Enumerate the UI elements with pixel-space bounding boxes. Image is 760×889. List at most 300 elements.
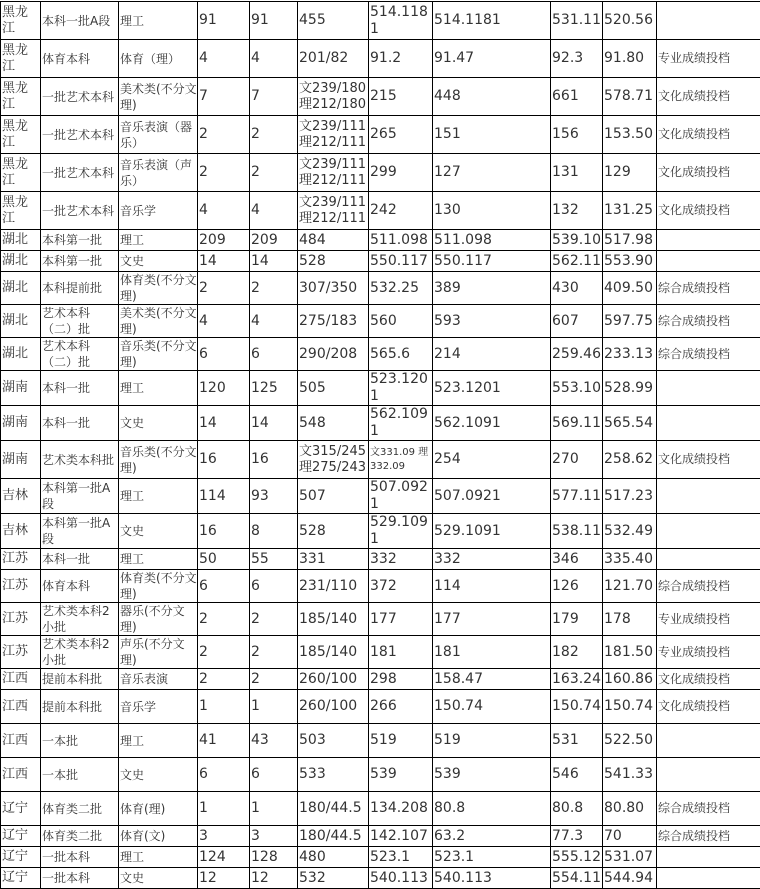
- cell-note: 文化成绩投档: [657, 669, 760, 690]
- cell-control-line: 505: [298, 371, 369, 406]
- cell-max-score: 661: [551, 78, 603, 116]
- table-row: [1, 868, 760, 889]
- cell-province: 辽宁: [1, 868, 41, 889]
- cell-avg-score: 80.80: [603, 792, 657, 826]
- cell-batch: 体育类二批: [41, 792, 119, 826]
- cell-min-score-2: 80.8: [433, 792, 551, 826]
- table-row: [1, 826, 760, 847]
- cell-admitted: 12: [250, 868, 298, 889]
- cell-admitted: 2: [250, 636, 298, 669]
- cell-avg-score: 131.25: [603, 192, 657, 230]
- cell-plan: 6: [198, 758, 250, 792]
- cell-min-score-1: 539: [369, 758, 433, 792]
- cell-min-score-2: 550.117: [433, 251, 551, 272]
- cell-category: 体育(理): [119, 792, 198, 826]
- cell-category: 文史: [119, 514, 198, 549]
- cell-category: 文史: [119, 406, 198, 441]
- cell-province: 湖南: [1, 371, 41, 406]
- cell-avg-score: 160.86: [603, 669, 657, 690]
- cell-plan: 2: [198, 636, 250, 669]
- cell-plan: 14: [198, 251, 250, 272]
- cell-min-score-1: 298: [369, 669, 433, 690]
- cell-admitted: 2: [250, 669, 298, 690]
- cell-control-line: 484: [298, 230, 369, 251]
- cell-max-score: 132: [551, 192, 603, 230]
- cell-note: 综合成绩投档: [657, 570, 760, 603]
- cell-min-score-2: 523.1201: [433, 371, 551, 406]
- table-row: [1, 406, 760, 441]
- table-row: [1, 479, 760, 514]
- cell-province: 湖北: [1, 338, 41, 371]
- cell-max-score: 577.11: [551, 479, 603, 514]
- cell-note: 专业成绩投档: [657, 603, 760, 636]
- cell-admitted: 1: [250, 792, 298, 826]
- cell-min-score-2: 158.47: [433, 669, 551, 690]
- cell-min-score-1: 265: [369, 116, 433, 154]
- cell-avg-score: 553.90: [603, 251, 657, 272]
- cell-province: 辽宁: [1, 792, 41, 826]
- cell-category: 理工: [119, 549, 198, 570]
- cell-province: 辽宁: [1, 826, 41, 847]
- cell-min-score-1: 332: [369, 549, 433, 570]
- cell-admitted: 8: [250, 514, 298, 549]
- table-row: [1, 40, 760, 78]
- cell-province: 江西: [1, 724, 41, 758]
- cell-category: 音乐表演: [119, 669, 198, 690]
- table-row: [1, 669, 760, 690]
- cell-plan: 2: [198, 272, 250, 305]
- cell-province: 江西: [1, 669, 41, 690]
- table-body: [1, 2, 760, 889]
- cell-province: 吉林: [1, 479, 41, 514]
- cell-note: 综合成绩投档: [657, 792, 760, 826]
- cell-min-score-2: 181: [433, 636, 551, 669]
- cell-avg-score: 150.74: [603, 690, 657, 724]
- cell-category: 音乐学: [119, 192, 198, 230]
- cell-admitted: 6: [250, 338, 298, 371]
- cell-province: 黑龙江: [1, 78, 41, 116]
- cell-admitted: 4: [250, 192, 298, 230]
- cell-min-score-2: 593: [433, 305, 551, 338]
- table-row: [1, 758, 760, 792]
- cell-control-line: 260/100: [298, 690, 369, 724]
- cell-max-score: 569.11: [551, 406, 603, 441]
- cell-category: 音乐表演（声乐）: [119, 154, 198, 192]
- cell-max-score: 77.3: [551, 826, 603, 847]
- cell-min-score-1: 266: [369, 690, 433, 724]
- table-row: [1, 371, 760, 406]
- cell-admitted: 16: [250, 441, 298, 479]
- cell-note: 文化成绩投档: [657, 78, 760, 116]
- cell-avg-score: 531.07: [603, 847, 657, 868]
- cell-admitted: 93: [250, 479, 298, 514]
- cell-avg-score: 528.99: [603, 371, 657, 406]
- cell-min-score-1: 560: [369, 305, 433, 338]
- cell-min-score-1: 215: [369, 78, 433, 116]
- cell-min-score-1: 532.25: [369, 272, 433, 305]
- cell-min-score-2: 177: [433, 603, 551, 636]
- cell-batch: 一本批: [41, 758, 119, 792]
- cell-max-score: 531: [551, 724, 603, 758]
- cell-min-score-2: 151: [433, 116, 551, 154]
- table-row: [1, 272, 760, 305]
- cell-control-line: 260/100: [298, 669, 369, 690]
- cell-max-score: 553.10: [551, 371, 603, 406]
- cell-control-line: 528: [298, 514, 369, 549]
- cell-min-score-2: 540.113: [433, 868, 551, 889]
- table-row: [1, 251, 760, 272]
- table-row: [1, 78, 760, 116]
- cell-max-score: 156: [551, 116, 603, 154]
- cell-category: 美术类(不分文理): [119, 305, 198, 338]
- cell-max-score: 607: [551, 305, 603, 338]
- cell-category: 理工: [119, 847, 198, 868]
- table-row: [1, 154, 760, 192]
- cell-control-line: 231/110: [298, 570, 369, 603]
- cell-category: 音乐表演（器乐）: [119, 116, 198, 154]
- cell-avg-score: 178: [603, 603, 657, 636]
- cell-max-score: 562.11: [551, 251, 603, 272]
- cell-max-score: 259.46: [551, 338, 603, 371]
- cell-min-score-1: 372: [369, 570, 433, 603]
- cell-admitted: 2: [250, 116, 298, 154]
- cell-province: 江西: [1, 690, 41, 724]
- cell-province: 黑龙江: [1, 154, 41, 192]
- cell-min-score-2: 332: [433, 549, 551, 570]
- cell-avg-score: 129: [603, 154, 657, 192]
- cell-province: 黑龙江: [1, 116, 41, 154]
- cell-plan: 4: [198, 192, 250, 230]
- cell-min-score-2: 389: [433, 272, 551, 305]
- cell-batch: 本科第一批: [41, 251, 119, 272]
- cell-max-score: 346: [551, 549, 603, 570]
- cell-min-score-1: 文331.09 理332.09: [369, 441, 433, 479]
- cell-admitted: 14: [250, 251, 298, 272]
- table-row: [1, 724, 760, 758]
- cell-plan: 209: [198, 230, 250, 251]
- table-row: [1, 549, 760, 570]
- cell-admitted: 6: [250, 758, 298, 792]
- cell-batch: 一批艺术本科: [41, 154, 119, 192]
- cell-batch: 艺术类本科批: [41, 441, 119, 479]
- cell-control-line: 307/350: [298, 272, 369, 305]
- cell-province: 江苏: [1, 549, 41, 570]
- cell-avg-score: 517.23: [603, 479, 657, 514]
- cell-min-score-2: 63.2: [433, 826, 551, 847]
- cell-plan: 120: [198, 371, 250, 406]
- cell-min-score-2: 523.1: [433, 847, 551, 868]
- cell-control-line: 185/140: [298, 636, 369, 669]
- cell-plan: 4: [198, 305, 250, 338]
- cell-note: 文化成绩投档: [657, 116, 760, 154]
- cell-control-line: 503: [298, 724, 369, 758]
- cell-note: [657, 251, 760, 272]
- cell-min-score-2: 514.1181: [433, 2, 551, 40]
- cell-min-score-2: 529.1091: [433, 514, 551, 549]
- cell-note: 综合成绩投档: [657, 305, 760, 338]
- cell-min-score-2: 507.0921: [433, 479, 551, 514]
- cell-category: 理工: [119, 479, 198, 514]
- cell-min-score-1: 514.1181: [369, 2, 433, 40]
- cell-plan: 12: [198, 868, 250, 889]
- cell-category: 理工: [119, 230, 198, 251]
- cell-max-score: 546: [551, 758, 603, 792]
- cell-max-score: 179: [551, 603, 603, 636]
- cell-min-score-2: 91.47: [433, 40, 551, 78]
- table-row: [1, 636, 760, 669]
- cell-note: 文化成绩投档: [657, 154, 760, 192]
- cell-control-line: 548: [298, 406, 369, 441]
- cell-batch: 一批艺术本科: [41, 192, 119, 230]
- table-row: [1, 847, 760, 868]
- cell-batch: 本科第一批A段: [41, 514, 119, 549]
- cell-plan: 50: [198, 549, 250, 570]
- cell-batch: 本科一批: [41, 406, 119, 441]
- cell-batch: 本科第一批A段: [41, 479, 119, 514]
- cell-max-score: 126: [551, 570, 603, 603]
- cell-category: 文史: [119, 868, 198, 889]
- cell-max-score: 270: [551, 441, 603, 479]
- cell-control-line: 180/44.5: [298, 792, 369, 826]
- cell-province: 湖北: [1, 272, 41, 305]
- cell-batch: 一批本科: [41, 847, 119, 868]
- cell-plan: 2: [198, 603, 250, 636]
- cell-province: 湖南: [1, 441, 41, 479]
- cell-batch: 本科提前批: [41, 272, 119, 305]
- cell-note: [657, 371, 760, 406]
- cell-plan: 14: [198, 406, 250, 441]
- cell-plan: 6: [198, 570, 250, 603]
- cell-province: 江苏: [1, 570, 41, 603]
- table-row: [1, 570, 760, 603]
- cell-admitted: 6: [250, 570, 298, 603]
- cell-batch: 本科一批: [41, 371, 119, 406]
- cell-min-score-2: 519: [433, 724, 551, 758]
- cell-batch: 一本批: [41, 724, 119, 758]
- cell-control-line: 185/140: [298, 603, 369, 636]
- cell-avg-score: 532.49: [603, 514, 657, 549]
- cell-admitted: 2: [250, 154, 298, 192]
- cell-control-line: 文315/245 理275/243: [298, 441, 369, 479]
- cell-note: [657, 230, 760, 251]
- cell-plan: 7: [198, 78, 250, 116]
- cell-min-score-1: 181: [369, 636, 433, 669]
- cell-min-score-2: 114: [433, 570, 551, 603]
- cell-note: [657, 2, 760, 40]
- cell-avg-score: 121.70: [603, 570, 657, 603]
- cell-admitted: 2: [250, 603, 298, 636]
- cell-control-line: 528: [298, 251, 369, 272]
- table-row: [1, 192, 760, 230]
- cell-batch: 提前本科批: [41, 669, 119, 690]
- cell-batch: 艺术类本科2小批: [41, 603, 119, 636]
- cell-admitted: 43: [250, 724, 298, 758]
- cell-avg-score: 565.54: [603, 406, 657, 441]
- cell-control-line: 180/44.5: [298, 826, 369, 847]
- cell-batch: 艺术本科（二）批: [41, 305, 119, 338]
- cell-avg-score: 597.75: [603, 305, 657, 338]
- cell-min-score-2: 539: [433, 758, 551, 792]
- cell-plan: 1: [198, 792, 250, 826]
- cell-province: 辽宁: [1, 847, 41, 868]
- cell-plan: 2: [198, 669, 250, 690]
- cell-category: 理工: [119, 2, 198, 40]
- cell-plan: 2: [198, 116, 250, 154]
- cell-min-score-1: 91.2: [369, 40, 433, 78]
- cell-max-score: 555.12: [551, 847, 603, 868]
- cell-category: 理工: [119, 724, 198, 758]
- table-row: [1, 441, 760, 479]
- cell-max-score: 92.3: [551, 40, 603, 78]
- cell-province: 江苏: [1, 603, 41, 636]
- cell-note: [657, 758, 760, 792]
- cell-min-score-1: 562.1091: [369, 406, 433, 441]
- cell-category: 美术类(不分文理): [119, 78, 198, 116]
- cell-category: 体育（理）: [119, 40, 198, 78]
- cell-plan: 6: [198, 338, 250, 371]
- cell-control-line: 533: [298, 758, 369, 792]
- cell-min-score-1: 519: [369, 724, 433, 758]
- cell-batch: 体育本科: [41, 40, 119, 78]
- cell-note: 文化成绩投档: [657, 690, 760, 724]
- cell-plan: 16: [198, 441, 250, 479]
- cell-plan: 91: [198, 2, 250, 40]
- table-row: [1, 116, 760, 154]
- table-row: [1, 690, 760, 724]
- cell-province: 江西: [1, 758, 41, 792]
- cell-min-score-2: 214: [433, 338, 551, 371]
- cell-batch: 提前本科批: [41, 690, 119, 724]
- cell-control-line: 532: [298, 868, 369, 889]
- cell-category: 理工: [119, 371, 198, 406]
- cell-note: [657, 479, 760, 514]
- cell-min-score-2: 130: [433, 192, 551, 230]
- cell-category: 文史: [119, 758, 198, 792]
- cell-admitted: 4: [250, 40, 298, 78]
- cell-max-score: 131: [551, 154, 603, 192]
- cell-control-line: 文239/111 理212/111: [298, 192, 369, 230]
- cell-avg-score: 70: [603, 826, 657, 847]
- cell-batch: 体育类二批: [41, 826, 119, 847]
- cell-min-score-1: 299: [369, 154, 433, 192]
- cell-plan: 41: [198, 724, 250, 758]
- cell-note: 综合成绩投档: [657, 272, 760, 305]
- cell-min-score-2: 127: [433, 154, 551, 192]
- cell-admitted: 1: [250, 690, 298, 724]
- cell-max-score: 80.8: [551, 792, 603, 826]
- cell-category: 体育类(不分文理): [119, 570, 198, 603]
- cell-province: 黑龙江: [1, 192, 41, 230]
- cell-min-score-1: 565.6: [369, 338, 433, 371]
- cell-category: 音乐类(不分文理): [119, 441, 198, 479]
- cell-plan: 124: [198, 847, 250, 868]
- cell-control-line: 455: [298, 2, 369, 40]
- cell-plan: 1: [198, 690, 250, 724]
- cell-batch: 一批艺术本科: [41, 116, 119, 154]
- cell-avg-score: 233.13: [603, 338, 657, 371]
- cell-province: 湖北: [1, 230, 41, 251]
- cell-province: 江苏: [1, 636, 41, 669]
- cell-plan: 16: [198, 514, 250, 549]
- cell-admitted: 125: [250, 371, 298, 406]
- cell-min-score-1: 540.113: [369, 868, 433, 889]
- table-row: [1, 305, 760, 338]
- cell-min-score-1: 529.1091: [369, 514, 433, 549]
- cell-max-score: 163.24: [551, 669, 603, 690]
- cell-min-score-1: 523.1201: [369, 371, 433, 406]
- admission-scores-table: [0, 1, 760, 889]
- cell-batch: 一批本科: [41, 868, 119, 889]
- cell-max-score: 430: [551, 272, 603, 305]
- cell-note: [657, 514, 760, 549]
- cell-admitted: 128: [250, 847, 298, 868]
- cell-control-line: 275/183: [298, 305, 369, 338]
- cell-note: 文化成绩投档: [657, 441, 760, 479]
- cell-admitted: 91: [250, 2, 298, 40]
- cell-min-score-2: 511.098: [433, 230, 551, 251]
- cell-avg-score: 522.50: [603, 724, 657, 758]
- cell-min-score-2: 562.1091: [433, 406, 551, 441]
- cell-avg-score: 517.98: [603, 230, 657, 251]
- cell-min-score-1: 507.0921: [369, 479, 433, 514]
- cell-control-line: 201/82: [298, 40, 369, 78]
- cell-note: 综合成绩投档: [657, 338, 760, 371]
- cell-avg-score: 258.62: [603, 441, 657, 479]
- table-row: [1, 792, 760, 826]
- cell-plan: 114: [198, 479, 250, 514]
- cell-admitted: 4: [250, 305, 298, 338]
- cell-min-score-1: 523.1: [369, 847, 433, 868]
- cell-max-score: 538.11: [551, 514, 603, 549]
- cell-control-line: 480: [298, 847, 369, 868]
- cell-category: 音乐学: [119, 690, 198, 724]
- cell-min-score-1: 142.107: [369, 826, 433, 847]
- cell-control-line: 290/208: [298, 338, 369, 371]
- cell-note: 综合成绩投档: [657, 826, 760, 847]
- cell-plan: 4: [198, 40, 250, 78]
- table-row: [1, 230, 760, 251]
- table-row: [1, 514, 760, 549]
- cell-category: 文史: [119, 251, 198, 272]
- cell-control-line: 331: [298, 549, 369, 570]
- cell-admitted: 3: [250, 826, 298, 847]
- table-row: [1, 2, 760, 40]
- cell-avg-score: 409.50: [603, 272, 657, 305]
- cell-min-score-1: 550.117: [369, 251, 433, 272]
- cell-admitted: 209: [250, 230, 298, 251]
- cell-max-score: 531.11: [551, 2, 603, 40]
- cell-batch: 体育本科: [41, 570, 119, 603]
- cell-min-score-2: 254: [433, 441, 551, 479]
- cell-category: 器乐(不分文理): [119, 603, 198, 636]
- cell-avg-score: 91.80: [603, 40, 657, 78]
- cell-province: 黑龙江: [1, 40, 41, 78]
- cell-note: [657, 724, 760, 758]
- cell-admitted: 14: [250, 406, 298, 441]
- cell-control-line: 文239/111 理212/111: [298, 116, 369, 154]
- cell-note: [657, 847, 760, 868]
- cell-control-line: 文239/111 理212/111: [298, 154, 369, 192]
- cell-plan: 2: [198, 154, 250, 192]
- cell-category: 声乐(不分文理): [119, 636, 198, 669]
- cell-batch: 艺术类本科2小批: [41, 636, 119, 669]
- cell-admitted: 2: [250, 272, 298, 305]
- cell-avg-score: 335.40: [603, 549, 657, 570]
- cell-category: 音乐类(不分文理): [119, 338, 198, 371]
- cell-category: 体育类(不分文理): [119, 272, 198, 305]
- cell-province: 吉林: [1, 514, 41, 549]
- cell-batch: 艺术本科（二）批: [41, 338, 119, 371]
